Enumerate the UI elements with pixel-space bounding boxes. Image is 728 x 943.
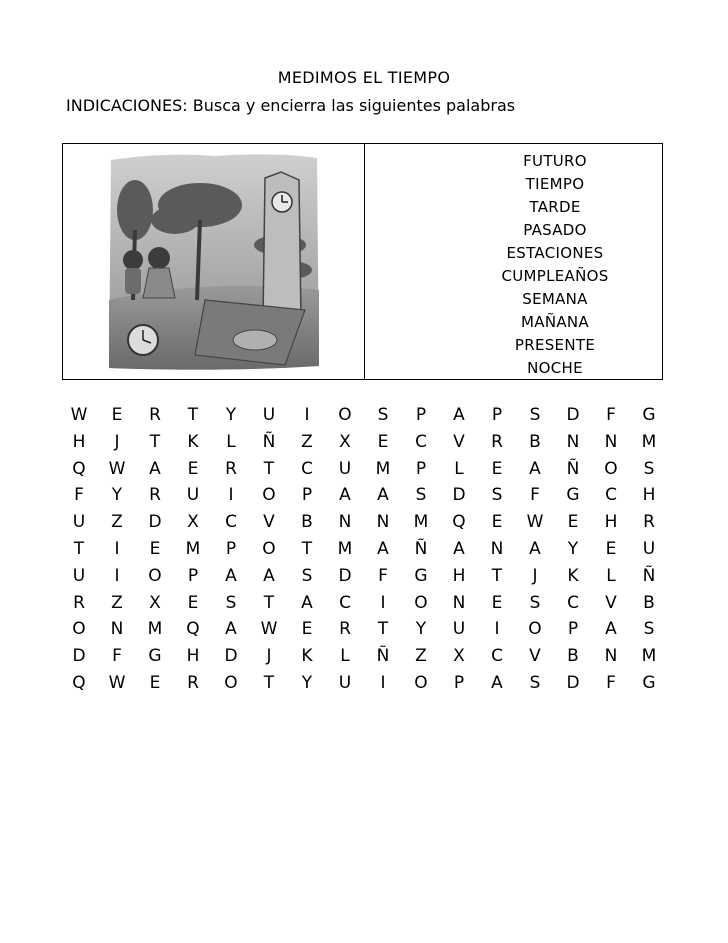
grid-letter[interactable]: T xyxy=(491,565,503,586)
grid-letter[interactable]: Y xyxy=(225,405,237,425)
grid-letter[interactable]: U xyxy=(72,565,86,586)
grid-letter[interactable]: U xyxy=(186,485,200,506)
grid-letter[interactable]: O xyxy=(72,619,86,640)
grid-letter[interactable]: I xyxy=(114,538,120,559)
grid-letter[interactable]: Y xyxy=(415,619,427,640)
grid-letter[interactable]: M xyxy=(641,431,657,452)
grid-letter[interactable]: Y xyxy=(301,672,313,693)
grid-letter[interactable]: U xyxy=(338,672,352,693)
grid-letter[interactable]: D xyxy=(452,485,466,506)
word-search-grid xyxy=(60,402,668,697)
grid-letter[interactable]: G xyxy=(566,485,580,506)
grid-letter[interactable]: E xyxy=(187,458,199,479)
word-list-item: TIEMPO xyxy=(525,175,585,193)
grid-letter[interactable]: W xyxy=(108,672,126,693)
grid-letter[interactable]: R xyxy=(491,431,503,452)
grid-letter[interactable]: P xyxy=(567,619,579,640)
grid-letter[interactable]: A xyxy=(605,619,617,640)
grid-letter[interactable]: F xyxy=(606,405,616,425)
grid-letter[interactable]: C xyxy=(605,485,617,506)
grid-letter[interactable]: W xyxy=(70,405,88,425)
grid-letter[interactable]: K xyxy=(301,646,313,667)
grid-letter[interactable]: V xyxy=(263,512,275,533)
grid-letter[interactable]: S xyxy=(643,619,655,640)
grid-letter[interactable]: E xyxy=(301,619,313,640)
grid-letter[interactable]: E xyxy=(491,512,503,533)
grid-letter[interactable]: O xyxy=(414,672,428,693)
grid-letter[interactable]: P xyxy=(415,405,427,425)
grid-letter[interactable]: I xyxy=(380,672,386,693)
grid-letter[interactable]: L xyxy=(340,646,350,667)
grid-letter[interactable]: D xyxy=(566,672,580,693)
grid-letter[interactable]: E xyxy=(111,405,123,425)
grid-letter[interactable]: L xyxy=(606,565,616,586)
grid-letter[interactable]: Ñ xyxy=(414,538,428,559)
grid-letter[interactable]: S xyxy=(491,485,503,506)
grid-letter[interactable]: Z xyxy=(111,512,123,533)
grid-letter[interactable]: A xyxy=(225,565,237,586)
grid-letter[interactable]: X xyxy=(453,646,465,667)
grid-letter[interactable]: S xyxy=(225,592,237,613)
grid-letter[interactable]: G xyxy=(642,405,656,425)
grid-letter[interactable]: K xyxy=(567,565,579,586)
grid-letter[interactable]: C xyxy=(567,592,579,613)
grid-letter[interactable]: W xyxy=(260,619,278,640)
grid-letter[interactable]: I xyxy=(114,565,120,586)
grid-letter[interactable]: T xyxy=(187,405,199,425)
grid-letter[interactable]: S xyxy=(529,405,541,425)
grid-letter[interactable]: U xyxy=(262,405,276,425)
grid-letter[interactable]: M xyxy=(375,458,391,479)
grid-letter[interactable]: T xyxy=(263,592,275,613)
grid-letter[interactable]: C xyxy=(225,512,237,533)
grid-letter[interactable]: U xyxy=(338,458,352,479)
grid-letter[interactable]: O xyxy=(414,592,428,613)
grid-letter[interactable]: D xyxy=(338,565,352,586)
grid-letter[interactable]: F xyxy=(112,646,122,667)
grid-letter[interactable]: N xyxy=(452,592,466,613)
grid-letter[interactable]: C xyxy=(491,646,503,667)
grid-letter[interactable]: T xyxy=(377,619,389,640)
grid-letter[interactable]: R xyxy=(643,512,655,533)
grid-letter[interactable]: R xyxy=(149,485,161,506)
grid-letter[interactable]: N xyxy=(338,512,352,533)
grid-letter[interactable]: M xyxy=(185,538,201,559)
grid-letter[interactable]: P xyxy=(453,672,465,693)
word-list-item: NOCHE xyxy=(527,359,583,377)
grid-letter[interactable]: A xyxy=(263,565,275,586)
grid-letter[interactable]: N xyxy=(110,619,124,640)
word-list xyxy=(450,150,660,380)
grid-letter[interactable]: M xyxy=(147,619,163,640)
grid-letter[interactable]: T xyxy=(73,538,85,559)
grid-letter[interactable]: U xyxy=(72,512,86,533)
grid-letter[interactable]: X xyxy=(149,592,161,613)
grid-letter[interactable]: S xyxy=(529,592,541,613)
grid-letter[interactable]: P xyxy=(301,485,313,506)
grid-letter[interactable]: P xyxy=(187,565,199,586)
grid-letter[interactable]: S xyxy=(415,485,427,506)
grid-letter[interactable]: F xyxy=(74,485,84,506)
grid-letter[interactable]: Ñ xyxy=(262,431,276,452)
grid-letter[interactable]: Z xyxy=(415,646,427,667)
grid-letter[interactable]: K xyxy=(187,431,199,452)
grid-letter[interactable]: F xyxy=(606,672,616,693)
grid-letter[interactable]: Y xyxy=(111,485,123,506)
grid-letter[interactable]: X xyxy=(187,512,199,533)
grid-letter[interactable]: E xyxy=(149,672,161,693)
grid-letter[interactable]: Q xyxy=(452,512,466,533)
clock-garden-illustration xyxy=(105,150,323,374)
grid-letter[interactable]: P xyxy=(225,538,237,559)
grid-letter[interactable]: C xyxy=(339,592,351,613)
grid-letter[interactable]: T xyxy=(301,538,313,559)
grid-letter[interactable]: O xyxy=(604,458,618,479)
grid-letter[interactable]: U xyxy=(642,538,656,559)
grid-letter[interactable]: E xyxy=(567,512,579,533)
grid-letter[interactable]: P xyxy=(415,458,427,479)
grid-letter[interactable]: V xyxy=(605,592,617,613)
grid-letter[interactable]: D xyxy=(148,512,162,533)
word-list-item: PASADO xyxy=(523,221,587,239)
word-list-item: MAÑANA xyxy=(521,313,589,331)
grid-letter[interactable]: A xyxy=(149,458,161,479)
grid-letter[interactable]: J xyxy=(532,565,538,586)
grid-letter[interactable]: L xyxy=(226,431,236,452)
grid-letter[interactable]: Q xyxy=(72,458,86,479)
grid-letter[interactable]: V xyxy=(529,646,541,667)
grid-letter[interactable]: E xyxy=(187,592,199,613)
grid-letter[interactable]: O xyxy=(224,672,238,693)
grid-letter[interactable]: O xyxy=(148,565,162,586)
grid-letter[interactable]: R xyxy=(73,592,85,613)
grid-letter[interactable]: R xyxy=(225,458,237,479)
grid-letter[interactable]: S xyxy=(377,405,389,425)
word-list-item: SEMANA xyxy=(522,290,588,308)
grid-letter[interactable]: M xyxy=(641,646,657,667)
grid-letter[interactable]: I xyxy=(304,405,310,425)
word-list-item: PRESENTE xyxy=(514,336,596,354)
word-list-item: ESTACIONES xyxy=(506,244,604,262)
grid-letter[interactable]: B xyxy=(567,646,579,667)
grid-letter[interactable]: Ñ xyxy=(376,646,390,667)
grid-letter[interactable]: A xyxy=(529,458,541,479)
grid-letter[interactable]: N xyxy=(566,431,580,452)
grid-letter[interactable]: C xyxy=(301,458,313,479)
grid-letter[interactable]: N xyxy=(604,646,618,667)
word-list-item: CUMPLEAÑOS xyxy=(501,267,609,285)
grid-letter[interactable]: E xyxy=(605,538,617,559)
grid-letter[interactable]: U xyxy=(452,619,466,640)
grid-letter[interactable]: M xyxy=(337,538,353,559)
grid-letter[interactable]: O xyxy=(262,485,276,506)
grid-letter[interactable]: T xyxy=(149,431,161,452)
grid-letter[interactable]: I xyxy=(228,485,234,506)
grid-letter[interactable]: S xyxy=(643,458,655,479)
grid-letter[interactable]: G xyxy=(414,565,428,586)
instructions-text: INDICACIONES: Busca y encierra las siguientes palabras xyxy=(66,96,516,115)
frame-divider xyxy=(364,144,365,379)
grid-letter[interactable]: C xyxy=(415,431,427,452)
grid-letter[interactable]: A xyxy=(491,672,503,693)
grid-letter[interactable]: B xyxy=(529,431,541,452)
grid-letter[interactable]: E xyxy=(491,458,503,479)
grid-letter[interactable]: A xyxy=(453,538,465,559)
grid-letter[interactable]: T xyxy=(263,672,275,693)
grid-letter[interactable]: H xyxy=(186,646,200,667)
grid-letter[interactable]: G xyxy=(148,646,162,667)
grid-letter[interactable]: S xyxy=(301,565,313,586)
grid-letter[interactable]: J xyxy=(114,431,120,452)
grid-letter[interactable]: F xyxy=(378,565,388,586)
grid-letter[interactable]: L xyxy=(454,458,464,479)
grid-letter[interactable]: Ñ xyxy=(566,458,580,479)
grid-letter[interactable]: Ñ xyxy=(642,565,656,586)
grid-letter[interactable]: H xyxy=(452,565,466,586)
grid-letter[interactable]: A xyxy=(377,485,389,506)
grid-letter[interactable]: R xyxy=(339,619,351,640)
words-frame xyxy=(62,143,663,380)
grid-letter[interactable]: I xyxy=(380,592,386,613)
grid-letter[interactable]: D xyxy=(566,405,580,425)
grid-letter[interactable]: F xyxy=(530,485,540,506)
grid-letter[interactable]: B xyxy=(301,512,313,533)
grid-letter[interactable]: R xyxy=(149,405,161,425)
grid-letter[interactable]: N xyxy=(604,431,618,452)
grid-letter[interactable]: H xyxy=(604,512,618,533)
grid-letter[interactable]: V xyxy=(453,431,465,452)
grid-letter[interactable]: J xyxy=(266,646,272,667)
grid-letter[interactable]: A xyxy=(301,592,313,613)
grid-letter[interactable]: E xyxy=(377,431,389,452)
word-list-item: FUTURO xyxy=(523,152,587,170)
grid-letter[interactable]: A xyxy=(377,538,389,559)
grid-letter[interactable]: X xyxy=(339,431,351,452)
grid-letter[interactable]: H xyxy=(642,485,656,506)
grid-letter[interactable]: A xyxy=(339,485,351,506)
grid-letter[interactable]: T xyxy=(263,458,275,479)
grid-letter[interactable]: D xyxy=(224,646,238,667)
grid-letter[interactable]: W xyxy=(526,512,544,533)
page-title: MEDIMOS EL TIEMPO xyxy=(277,68,451,87)
grid-letter[interactable]: H xyxy=(72,431,86,452)
grid-letter[interactable]: W xyxy=(108,458,126,479)
grid-letter[interactable]: A xyxy=(225,619,237,640)
grid-letter[interactable]: B xyxy=(643,592,655,613)
grid-letter[interactable]: D xyxy=(72,646,86,667)
grid-letter[interactable]: I xyxy=(494,619,500,640)
grid-letter[interactable]: E xyxy=(491,592,503,613)
grid-letter[interactable]: O xyxy=(528,619,542,640)
grid-letter[interactable]: Q xyxy=(72,672,86,693)
grid-letter[interactable]: Z xyxy=(301,431,313,452)
grid-letter[interactable]: N xyxy=(376,512,390,533)
grid-letter[interactable]: M xyxy=(413,512,429,533)
grid-letter[interactable]: O xyxy=(338,405,352,425)
grid-letter[interactable]: Y xyxy=(567,538,579,559)
grid-letter[interactable]: A xyxy=(453,405,465,425)
grid-letter[interactable]: Q xyxy=(186,619,200,640)
grid-letter[interactable]: O xyxy=(262,538,276,559)
grid-letter[interactable]: S xyxy=(529,672,541,693)
grid-letter[interactable]: Z xyxy=(111,592,123,613)
grid-letter[interactable]: E xyxy=(149,538,161,559)
grid-letter[interactable]: G xyxy=(642,672,656,693)
word-list-item: TARDE xyxy=(529,198,581,216)
grid-letter[interactable]: A xyxy=(529,538,541,559)
grid-letter[interactable]: R xyxy=(187,672,199,693)
grid-letter[interactable]: N xyxy=(490,538,504,559)
grid-letter[interactable]: P xyxy=(491,405,503,425)
